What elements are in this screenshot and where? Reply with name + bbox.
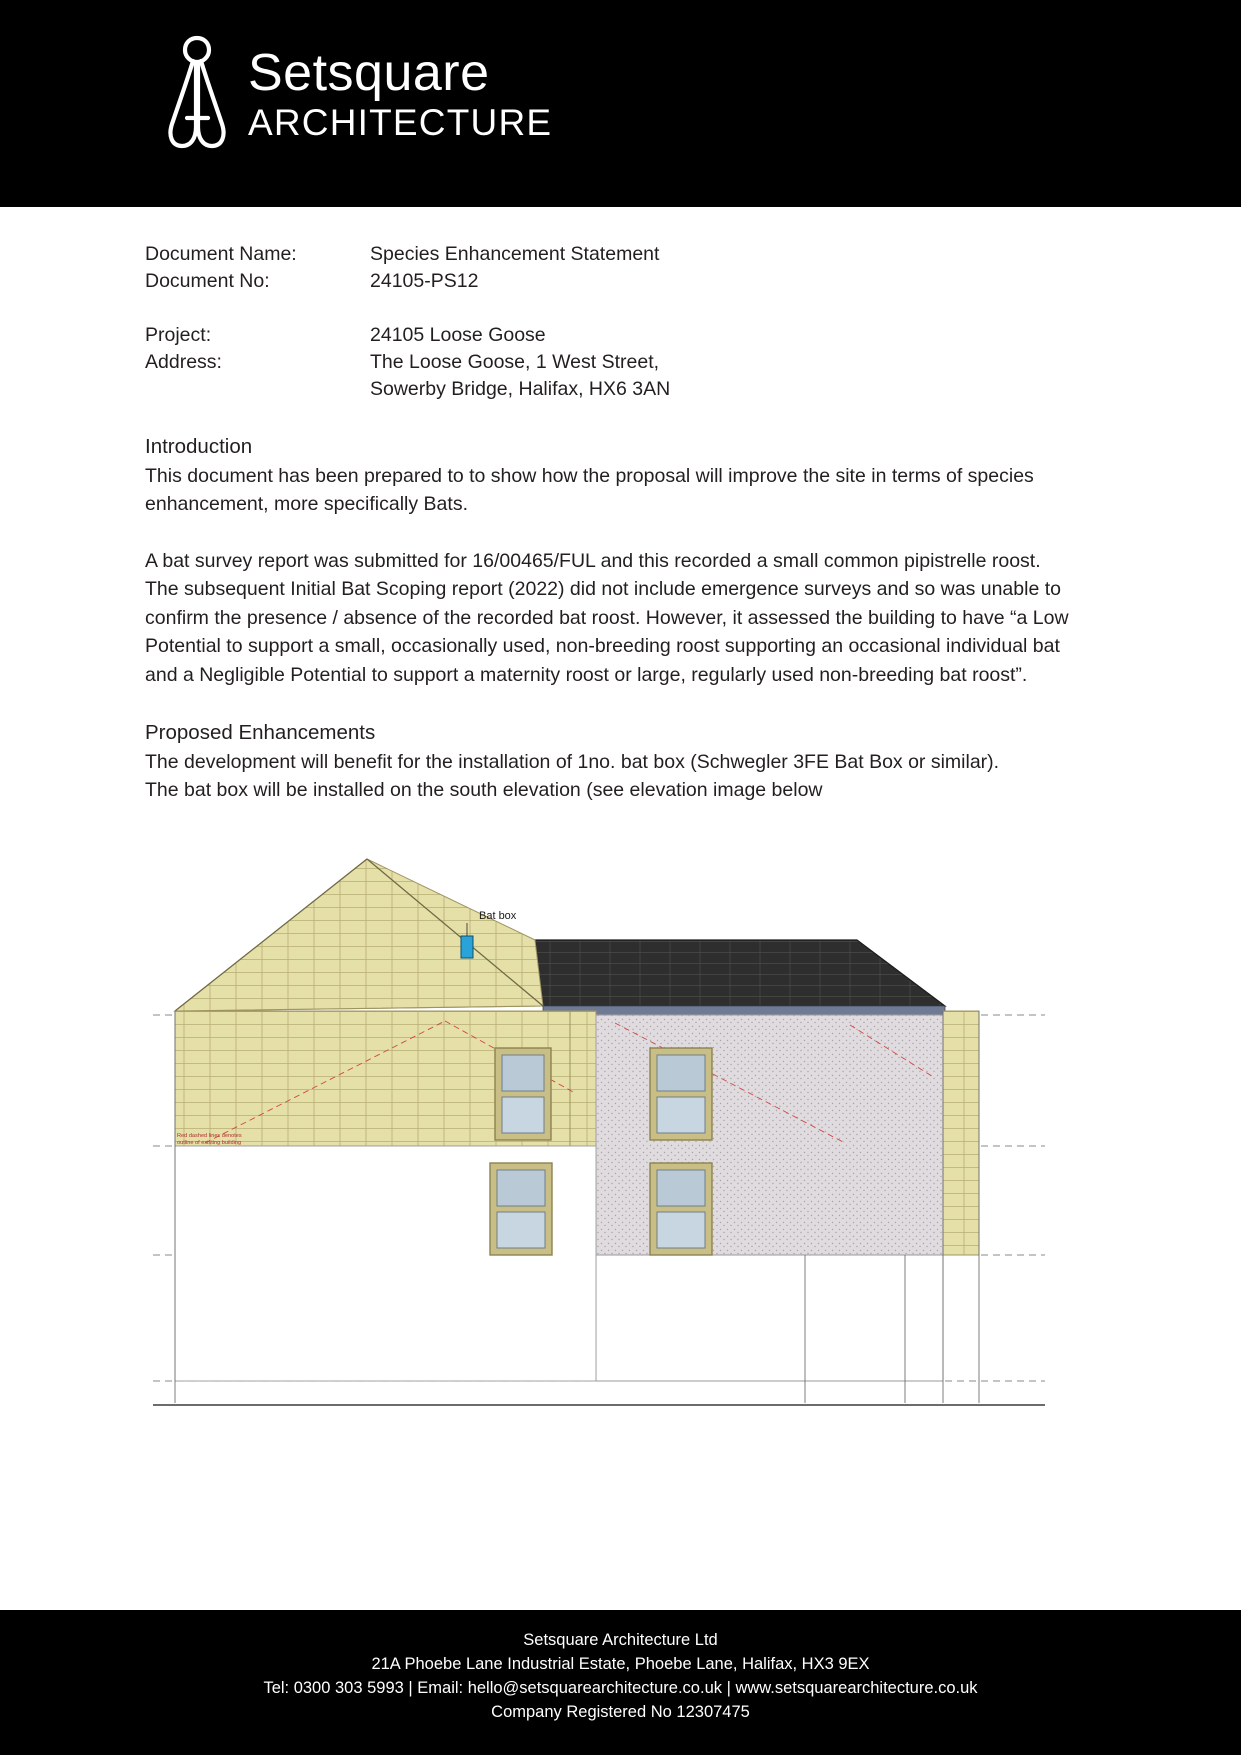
page-footer <box>0 1610 1241 1755</box>
elevation-drawing <box>145 843 1096 1443</box>
meta-label: Address: <box>145 351 222 373</box>
enhancements-paragraph-1: The development will benefit for the installation of 1no. bat box (Schwegler 3FE Bat Box or similar). <box>145 750 1000 773</box>
wall-render-right <box>596 1015 943 1255</box>
meta-label <box>145 376 370 403</box>
paragraph-spacer <box>145 519 1096 547</box>
window-pane <box>502 1097 544 1133</box>
brand-name: Setsquare <box>248 43 490 102</box>
window-pane <box>657 1212 705 1248</box>
section-proposed-enhancements <box>145 719 1096 805</box>
brand-tagline: ARCHITECTURE <box>248 101 553 143</box>
window-pane <box>657 1170 705 1206</box>
introduction-paragraph-1: This document has been prepared to to show how the proposal will improve the site in terms of species enhancement, more specifically Bats. <box>145 464 1034 515</box>
footer-contact: Tel: 0300 303 5993 | Email: hello@setsquarearchitecture.co.uk | www.setsquarearchitecture.co.uk <box>263 1679 978 1697</box>
elevation-drawing-svg <box>145 843 1096 1443</box>
document-meta <box>145 241 1096 403</box>
meta-value: Sowerby Bridge, Halifax, HX6 3AN <box>370 378 671 400</box>
window-pane <box>497 1170 545 1206</box>
meta-spacer <box>145 295 1096 322</box>
enhancements-paragraph-2: The bat box will be installed on the south elevation (see elevation image below <box>145 779 823 801</box>
introduction-paragraph-3: The subsequent Initial Bat Scoping report (2022) did not include emergence surveys and so was unable to confirm the presence / absence of the recorded bat roost. However, it assessed the building to have “a Low Potential to support a small, occasionally used, non-breeding roost supporting an occasional individual bat and a Negligible Potential to support a maternity roost or large, regularly used non-breeding bat roost”. <box>145 578 1069 686</box>
section-introduction <box>145 433 1096 689</box>
window-pane <box>657 1055 705 1091</box>
bat-box-marker <box>461 936 473 958</box>
existing-outline-note-line1: Red dashed lines denotes <box>177 1132 242 1139</box>
meta-label: Project: <box>145 324 212 346</box>
meta-row-document-no <box>145 268 1096 295</box>
meta-value: 24105-PS12 <box>370 270 479 292</box>
window-pane <box>502 1055 544 1091</box>
meta-row-project <box>145 322 1096 349</box>
window-pane <box>497 1212 545 1248</box>
meta-row-address-line2 <box>145 376 1096 403</box>
wall-stone-right-quoin <box>943 1011 979 1255</box>
meta-label: Document No: <box>145 270 270 292</box>
roof-verge-band <box>543 1006 945 1015</box>
introduction-heading: Introduction <box>145 435 253 458</box>
brand-logo <box>160 32 552 152</box>
bat-box-label: Bat box <box>479 909 517 922</box>
lower-block-right <box>596 1255 943 1381</box>
footer-registration: Company Registered No 12307475 <box>491 1703 750 1721</box>
meta-row-document-name <box>145 241 1096 268</box>
existing-outline-note-line2: outline of existing building <box>177 1139 242 1146</box>
meta-value: 24105 Loose Goose <box>370 324 546 346</box>
window-pane <box>657 1097 705 1133</box>
footer-address: 21A Phoebe Lane Industrial Estate, Phoebe Lane, Halifax, HX3 9EX <box>371 1655 870 1673</box>
enhancements-heading: Proposed Enhancements <box>145 721 376 744</box>
document-body <box>0 241 1241 1443</box>
setsquare-compass-icon <box>160 32 234 152</box>
meta-label: Document Name: <box>145 243 297 265</box>
roof-slate-main <box>535 940 945 1006</box>
introduction-paragraph-2: A bat survey report was submitted for 16/00465/FUL and this recorded a small common pipistrelle roost. <box>145 549 1041 572</box>
page-header <box>0 0 1241 207</box>
meta-value: The Loose Goose, 1 West Street, <box>370 351 660 373</box>
meta-row-address <box>145 349 1096 376</box>
meta-value: Species Enhancement Statement <box>370 243 660 265</box>
footer-company: Setsquare Architecture Ltd <box>523 1631 718 1649</box>
